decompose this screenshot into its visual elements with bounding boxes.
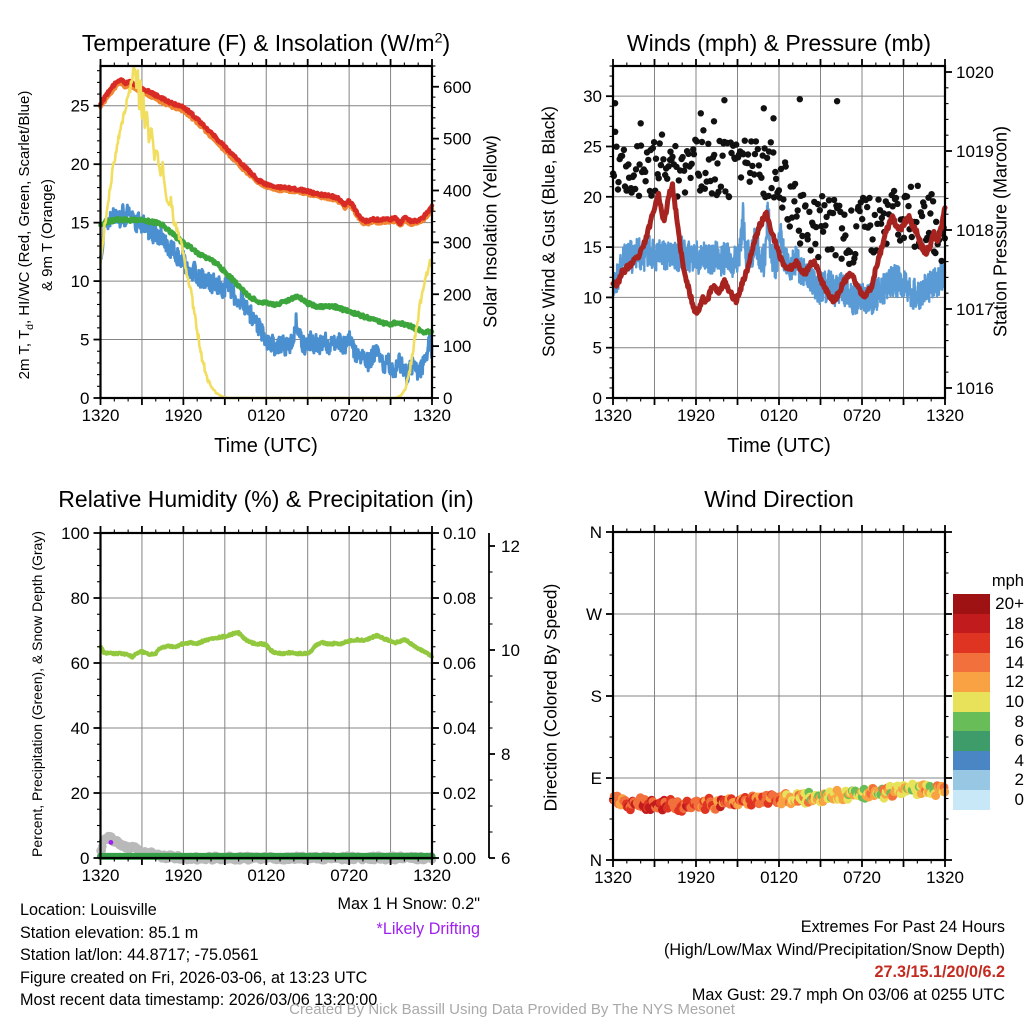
colorbar-segment-12	[953, 672, 990, 692]
svg-text:1920: 1920	[164, 866, 203, 885]
dir-left-axis-label: Direction (Colored By Speed)	[540, 583, 561, 812]
dir-chart	[586, 523, 964, 887]
colorbar-tick-label: 14	[1005, 652, 1024, 672]
max-gust-line: Max Gust: 29.7 mph On 03/06 at 0255 UTC	[691, 985, 1005, 1004]
colorbar-tick-label: 16	[1005, 633, 1024, 653]
extremes-legend: (High/Low/Max Wind/Precipitation/Snow Depth)	[664, 940, 1005, 959]
svg-text:80: 80	[70, 589, 90, 608]
svg-text:0.02: 0.02	[443, 784, 477, 803]
svg-text:0: 0	[592, 389, 602, 408]
colorbar-unit-label: mph	[991, 572, 1024, 590]
colorbar-tick-label: 8	[1014, 711, 1024, 731]
svg-text:1320: 1320	[926, 868, 964, 887]
colorbar-tick-label: 12	[1005, 672, 1024, 692]
svg-text:0.08: 0.08	[443, 589, 477, 608]
svg-text:0.06: 0.06	[443, 654, 477, 673]
credit-line: Created By Nick Bassill Using Data Provided By The NYS Mesonet	[289, 1001, 735, 1018]
svg-text:0.04: 0.04	[443, 719, 477, 738]
svg-text:10: 10	[583, 288, 602, 308]
svg-text:20: 20	[70, 155, 90, 175]
svg-text:0720: 0720	[843, 868, 881, 887]
colorbar-tick-label: 18	[1005, 613, 1024, 633]
wind-chart	[583, 59, 994, 425]
colorbar-segment-20+	[953, 594, 990, 614]
svg-text:1920: 1920	[677, 406, 715, 425]
svg-text:400: 400	[443, 181, 472, 201]
svg-text:15: 15	[70, 213, 90, 233]
svg-text:600: 600	[443, 77, 472, 97]
colorbar-tick-label: 20+	[995, 594, 1024, 613]
svg-text:1320: 1320	[926, 406, 964, 425]
svg-text:0120: 0120	[760, 868, 798, 887]
svg-text:1320: 1320	[81, 866, 120, 885]
wind-xaxis-label: Time (UTC)	[727, 435, 831, 457]
svg-text:0120: 0120	[247, 406, 286, 425]
svg-text:1320: 1320	[594, 868, 632, 887]
svg-text:1017: 1017	[956, 299, 994, 319]
svg-text:E: E	[590, 769, 602, 788]
colorbar-tick-label: 0	[1014, 789, 1024, 809]
colorbar-segment-6	[953, 731, 990, 751]
svg-text:12: 12	[501, 537, 520, 556]
svg-text:1320: 1320	[413, 866, 451, 885]
colorbar-segment-0	[953, 790, 990, 810]
dir-chart-title: Wind Direction	[704, 486, 854, 512]
rh-chart-title: Relative Humidity (%) & Precipitation (in)	[58, 486, 474, 512]
location-line: Location: Louisville	[20, 901, 157, 919]
colorbar-segment-14	[953, 653, 990, 673]
svg-text:0720: 0720	[330, 866, 369, 885]
colorbar-segment-18	[953, 614, 990, 634]
svg-text:1320: 1320	[594, 406, 632, 425]
svg-text:1920: 1920	[164, 406, 203, 425]
svg-text:40: 40	[70, 719, 90, 738]
extremes-block	[560, 916, 1005, 1006]
extremes-title: Extremes For Past 24 Hours	[800, 918, 1005, 936]
svg-text:20: 20	[583, 187, 602, 207]
colorbar-tick-label: 4	[1014, 750, 1024, 770]
svg-text:1920: 1920	[677, 868, 715, 887]
svg-text:0120: 0120	[247, 866, 286, 885]
created-line: Figure created on Fri, 2026-03-06, at 13:23 UTC	[20, 968, 368, 987]
svg-text:6: 6	[501, 849, 511, 868]
svg-text:1020: 1020	[956, 63, 994, 83]
rh-grid	[101, 533, 433, 858]
svg-text:10: 10	[501, 641, 520, 660]
timestamp-line: Most recent data timestamp: 2026/03/06 13:20:00	[20, 991, 378, 1010]
temp-xaxis-label: Time (UTC)	[214, 435, 318, 457]
temp-title-close: )	[442, 30, 451, 56]
colorbar-segment-2	[953, 770, 990, 790]
svg-text:1019: 1019	[956, 141, 994, 161]
footer-info-block	[20, 899, 377, 1012]
svg-text:1018: 1018	[956, 220, 994, 240]
colorbar-tick-label: 2	[1014, 770, 1024, 790]
rh-ticks	[61, 524, 476, 885]
svg-text:25: 25	[70, 96, 90, 116]
svg-text:15: 15	[583, 238, 602, 258]
temp-right-axis-label: Solar Insolation (Yellow)	[480, 135, 501, 328]
svg-text:5: 5	[592, 338, 602, 358]
colorbar-tick-label: 6	[1014, 731, 1024, 751]
wind-speed-colorbar	[953, 594, 990, 810]
svg-text:0.10: 0.10	[443, 524, 477, 543]
svg-text:N: N	[589, 523, 602, 542]
svg-text:30: 30	[583, 87, 602, 107]
temp-left-axis-label	[16, 35, 56, 435]
svg-text:8: 8	[501, 745, 511, 764]
svg-text:25: 25	[583, 137, 602, 157]
colorbar-segment-4	[953, 751, 990, 771]
svg-text:0: 0	[80, 389, 90, 408]
wind-right-axis-label: Station Pressure (Maroon)	[990, 125, 1011, 338]
svg-text:W: W	[585, 605, 602, 624]
temp-title-sup: 2	[434, 30, 443, 47]
svg-text:10: 10	[70, 272, 90, 292]
elevation-line: Station elevation: 85.1 m	[20, 923, 199, 942]
max-snow-note: Max 1 H Snow: 0.2"	[337, 895, 480, 913]
svg-text:100: 100	[61, 524, 90, 543]
rh-chart	[61, 524, 520, 885]
svg-text:S: S	[590, 687, 602, 706]
svg-text:1320: 1320	[413, 406, 451, 425]
temp-left-label-line2: & 9m T (Orange)	[39, 179, 56, 291]
svg-text:60: 60	[70, 654, 90, 673]
svg-text:0720: 0720	[330, 406, 369, 425]
svg-text:0120: 0120	[760, 406, 798, 425]
svg-text:0.00: 0.00	[443, 849, 477, 868]
temp-chart-title	[63, 30, 469, 57]
svg-text:500: 500	[443, 129, 472, 149]
colorbar-segment-10	[953, 692, 990, 712]
svg-text:200: 200	[443, 285, 472, 305]
svg-text:0720: 0720	[843, 406, 881, 425]
colorbar-segment-16	[953, 633, 990, 653]
temp-chart	[71, 59, 472, 425]
series-drifting-purple-dot	[109, 840, 114, 845]
dir-ticks	[586, 523, 964, 887]
rh-left-axis-label: Percent, Precipitation (Green), & Snow Depth (Gray)	[29, 530, 45, 858]
temp-left-label-b: , HI/WC (Red, Green, Scarlet/Blue)	[16, 90, 33, 325]
svg-text:300: 300	[443, 233, 472, 253]
svg-text:0: 0	[443, 389, 453, 408]
colorbar-labels	[990, 594, 1024, 810]
svg-text:100: 100	[443, 337, 472, 357]
temp-left-label-sub: d	[24, 324, 36, 330]
wind-left-axis-label: Sonic Wind & Gust (Blue, Black)	[538, 106, 559, 357]
snow-depth-axis	[489, 533, 520, 868]
temp-title-main: Temperature (F) & Insolation (W/m	[81, 30, 435, 56]
likely-drifting-note: *Likely Drifting	[376, 920, 480, 938]
svg-text:20: 20	[70, 784, 90, 803]
svg-text:1320: 1320	[81, 406, 120, 425]
wind-chart-title: Winds (mph) & Pressure (mb)	[626, 30, 932, 56]
svg-text:1016: 1016	[956, 378, 994, 398]
colorbar-segment-8	[953, 712, 990, 732]
temp-left-label-a: 2m T, T	[16, 329, 33, 380]
latlon-line: Station lat/lon: 44.8717; -75.0561	[20, 946, 259, 965]
extremes-values: 27.3/15.1/20/0/6.2	[874, 963, 1005, 982]
svg-text:5: 5	[80, 330, 90, 350]
svg-text:0: 0	[80, 849, 90, 868]
colorbar-tick-label: 10	[1005, 691, 1024, 711]
svg-text:N: N	[589, 851, 602, 870]
